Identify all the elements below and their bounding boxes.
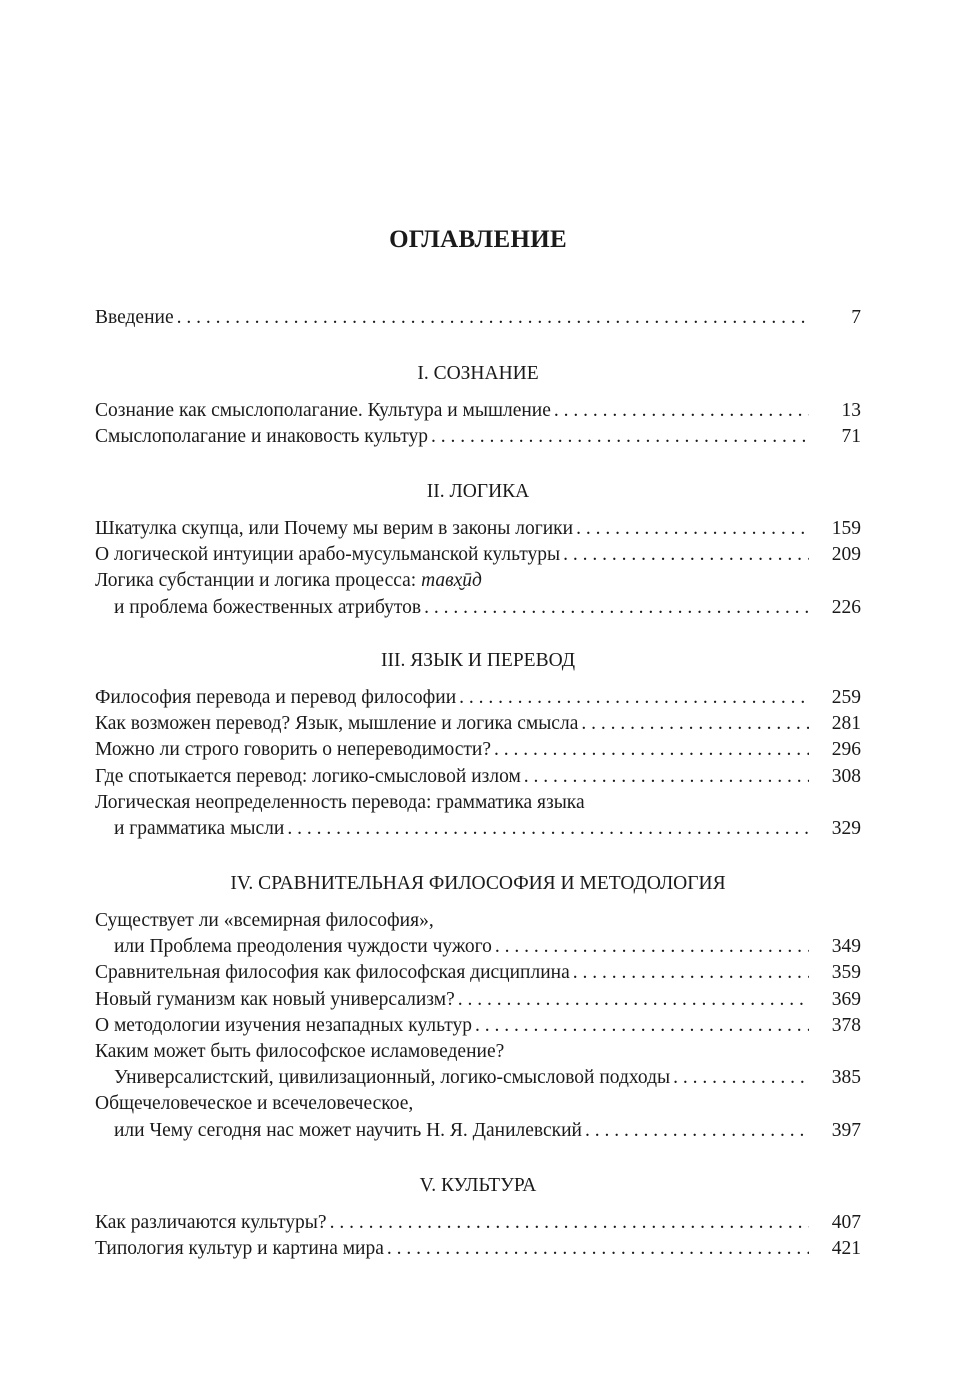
dot-leader	[563, 542, 809, 568]
toc-entry	[95, 424, 861, 450]
entry-line	[95, 908, 861, 934]
entry-line	[95, 790, 861, 816]
page-number: 378	[831, 1014, 861, 1036]
entry-title: О логической интуиции арабо-мусульманской культуры	[95, 542, 563, 568]
entry-title: Общечеловеческое и всечеловеческое,	[95, 1093, 414, 1115]
page-number: 296	[831, 739, 861, 761]
page-number: 421	[831, 1238, 861, 1260]
entry-title: Шкатулка скупца, или Почему мы верим в законы логики	[95, 516, 576, 542]
entry-line	[95, 737, 861, 763]
entry-title: Введение	[95, 305, 177, 331]
table-of-contents	[95, 305, 861, 1260]
toc-section	[95, 361, 861, 450]
toc-entry	[95, 516, 861, 542]
entry-italic-term: тавх̮ӣд	[421, 570, 482, 592]
entry-line	[95, 424, 861, 450]
dot-leader	[495, 934, 809, 960]
toc-entry	[95, 1013, 861, 1039]
toc-entry	[95, 1236, 861, 1262]
entry-line	[95, 568, 861, 594]
toc-entry	[95, 737, 861, 763]
page-number: 259	[831, 687, 861, 708]
page-number: 281	[831, 713, 861, 735]
entry-title: и проблема божественных атрибутов	[114, 595, 424, 621]
page-number: 359	[831, 962, 861, 984]
section-heading: IV. СРАВНИТЕЛЬНАЯ ФИЛОСОФИЯ И МЕТОДОЛОГИЯ	[230, 873, 726, 894]
page-number: 349	[831, 936, 861, 958]
page-number: 308	[831, 765, 861, 787]
dot-leader	[424, 595, 809, 621]
dot-leader	[475, 1013, 809, 1039]
toc-entry	[95, 685, 861, 711]
page-number: 159	[831, 518, 861, 539]
toc-entry	[95, 790, 861, 842]
entry-title: Можно ли строго говорить о непереводимости?	[95, 737, 494, 763]
entry-line	[95, 398, 861, 424]
entry-title: Как возможен перевод? Язык, мышление и логика смысла	[95, 711, 581, 737]
dot-leader	[177, 305, 809, 331]
entry-title: Как различаются культуры?	[95, 1210, 330, 1236]
entry-line	[95, 516, 861, 542]
entry-title: или Чему сегодня нас может научить Н. Я. Данилевский	[114, 1118, 585, 1144]
entry-line	[95, 764, 861, 790]
entry-title: Универсалистский, цивилизационный, логико-смысловой подходы	[114, 1065, 673, 1091]
entry-line	[95, 1065, 861, 1091]
page-number: 385	[831, 1067, 861, 1089]
page-number: 13	[841, 400, 861, 421]
page-number: 7	[851, 307, 861, 328]
toc-entry-introduction	[95, 305, 861, 331]
toc-entry	[95, 711, 861, 737]
dot-leader	[554, 398, 809, 424]
entry-line	[95, 1210, 861, 1236]
page-number: 226	[831, 596, 861, 618]
entry-title: Каким может быть философское исламоведение?	[95, 1040, 505, 1062]
toc-entry	[95, 542, 861, 568]
page-number: 329	[831, 817, 861, 839]
entry-line	[95, 1039, 861, 1065]
page-number: 407	[831, 1212, 861, 1233]
toc-entry	[95, 398, 861, 424]
dot-leader	[459, 685, 809, 711]
entry-title: Логика субстанции и логика процесса:	[95, 570, 422, 592]
entry-line	[95, 1091, 861, 1117]
entry-title: Новый гуманизм как новый универсализм?	[95, 987, 458, 1013]
dot-leader	[585, 1118, 809, 1144]
entry-title: Смыслополагание и инаковость культур	[95, 424, 431, 450]
entry-line	[95, 1236, 861, 1262]
dot-leader	[573, 960, 809, 986]
toc-entry	[95, 1039, 861, 1091]
dot-leader	[387, 1236, 809, 1262]
section-heading: III. ЯЗЫК И ПЕРЕВОД	[380, 650, 576, 671]
section-heading: II. ЛОГИКА	[426, 481, 530, 502]
page-title: ОГЛАВЛЕНИЕ	[389, 226, 567, 253]
entry-line	[95, 1118, 861, 1144]
entry-title: О методологии изучения незападных культур	[95, 1013, 475, 1039]
page-number: 397	[831, 1119, 861, 1141]
page-number: 209	[831, 544, 861, 566]
dot-leader	[287, 816, 809, 842]
toc-entry	[95, 764, 861, 790]
dot-leader	[576, 516, 809, 542]
toc-entry	[95, 960, 861, 986]
toc-section	[95, 871, 861, 1144]
dot-leader	[524, 764, 809, 790]
entry-line	[95, 711, 861, 737]
dot-leader	[431, 424, 809, 450]
toc-section	[95, 1173, 861, 1262]
entry-title: Типология культур и картина мира	[95, 1236, 387, 1262]
page-number: 71	[841, 426, 861, 448]
entry-line	[95, 987, 861, 1013]
entry-title: Логическая неопределенность перевода: грамматика языка	[95, 791, 585, 813]
section-heading: I. СОЗНАНИЕ	[417, 363, 539, 384]
entry-title: или Проблема преодоления чуждости чужого	[114, 934, 495, 960]
toc-entry	[95, 1210, 861, 1236]
toc-section	[95, 479, 861, 621]
dot-leader	[458, 987, 809, 1013]
entry-line	[95, 595, 861, 621]
entry-line	[95, 960, 861, 986]
dot-leader	[673, 1065, 809, 1091]
entry-line	[95, 685, 861, 711]
dot-leader	[581, 711, 809, 737]
entry-line	[95, 934, 861, 960]
toc-entry	[95, 568, 861, 620]
toc-entry	[95, 1091, 861, 1143]
toc-entry	[95, 987, 861, 1013]
section-heading: V. КУЛЬТУРА	[419, 1175, 537, 1196]
entry-title: и грамматика мысли	[114, 816, 287, 842]
toc-entry	[95, 908, 861, 960]
entry-line	[95, 816, 861, 842]
dot-leader	[330, 1210, 809, 1236]
entry-title: Где спотыкается перевод: логико-смысловой излом	[95, 764, 524, 790]
page-number: 369	[831, 988, 861, 1010]
entry-line	[95, 1013, 861, 1039]
entry-title: Философия перевода и перевод философии	[95, 685, 459, 711]
entry-line	[95, 542, 861, 568]
toc-section	[95, 648, 861, 842]
dot-leader	[494, 737, 809, 763]
entry-title: Существует ли «всемирная философия»,	[95, 910, 434, 931]
entry-title: Сознание как смыслополагание. Культура и мышление	[95, 398, 554, 424]
entry-title: Сравнительная философия как философская дисциплина	[95, 960, 573, 986]
